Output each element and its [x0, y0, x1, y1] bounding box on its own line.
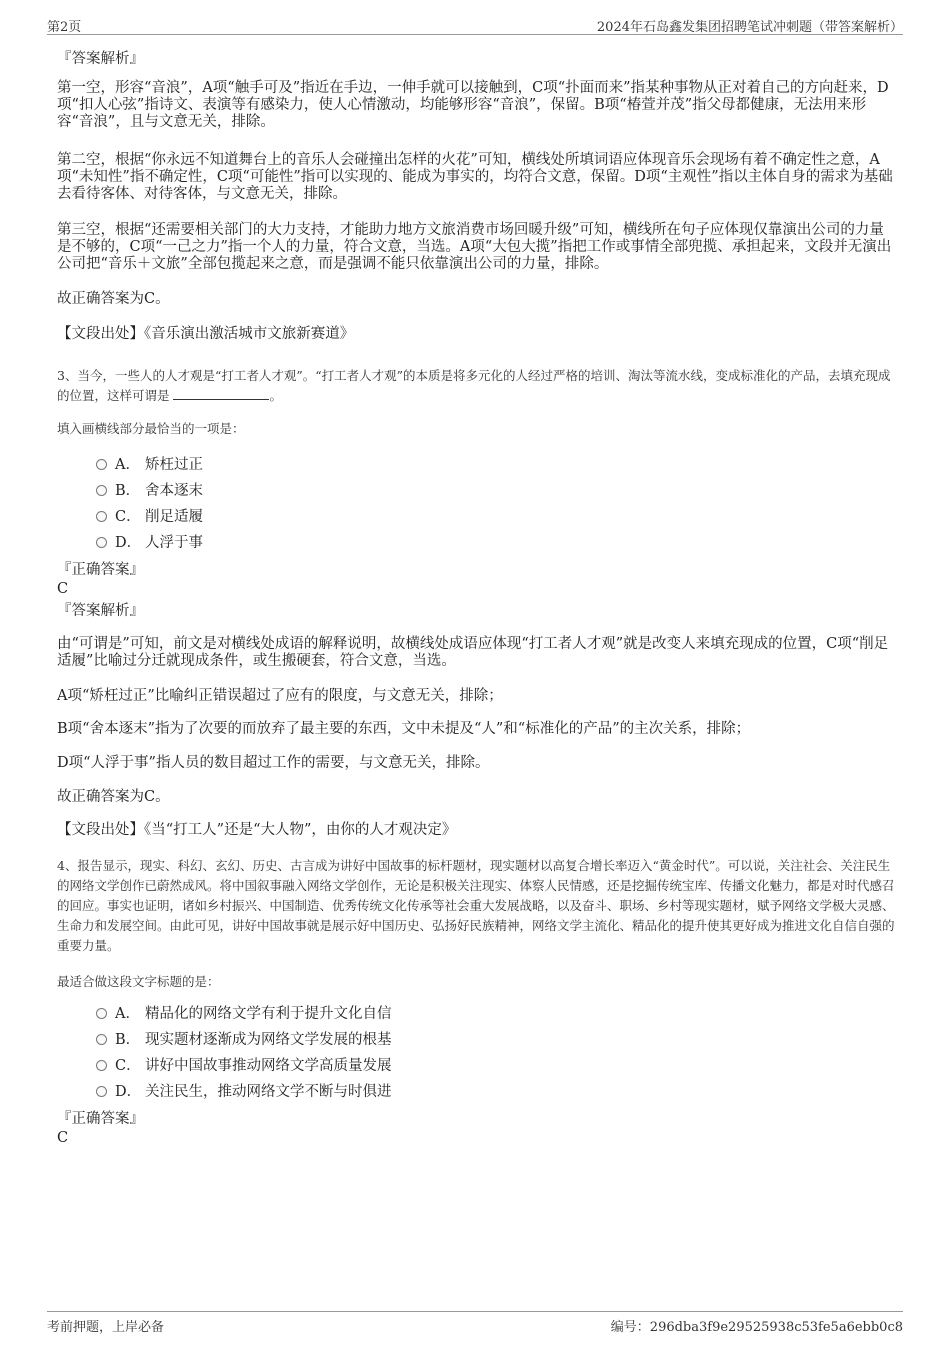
document-id: 编号：296dba3f9e29525938c53fe5a6ebb0c8 — [610, 1320, 903, 1335]
page-footer — [47, 1311, 903, 1334]
document-title: 2024年石岛鑫发集团招聘笔试冲刺题（带答案解析） — [596, 20, 903, 35]
q3-analysis-paragraph-1: 由“可谓是”可知，前文是对横线处成语的解释说明，故横线处成语应体现“打工者人才观”就是改变人来填充现成的位置，C项“削足适履”比喻过分迁就现成条件，或生搬硬套，符合文意，当选。 — [57, 636, 889, 669]
analysis-label-1: 『答案解析』 — [57, 51, 144, 67]
radio-icon[interactable] — [96, 459, 107, 470]
analysis-paragraph-2: 第二空，根据“你永远不知道舞台上的音乐人会碰撞出怎样的火花”可知，横线处所填词语应体现音乐会现场有着不确定性之意，A项“未知性”指不确定性，C项“可能性”指可以实现的、能成为事实的，均符合文意，保留。D项“主观性”指以主体自身的需求为基础去看待客体、对待客体，与文意无关，排除。 — [57, 152, 893, 202]
footer-slogan: 考前押题，上岸必备 — [47, 1320, 165, 1335]
analysis-paragraph-3: 第三空，根据“还需要相关部门的大力支持，才能助力地方文旅消费市场回暖升级”可知，横线所在句子应体现仅靠演出公司的力量是不够的，C项“一己之力”指一个人的力量，符合文意，当选。A项“大包大揽”指把工作或事情全部兜揽、承担起来，文段并无演出公司把“音乐＋文旅”全部包揽起来之意，而是强调不能只依靠演出公司的力量，排除。 — [57, 222, 892, 272]
q3-option-d[interactable]: D． 人浮于事 — [96, 535, 203, 552]
question-3-prompt: 填入画横线部分最恰当的一项是： — [57, 421, 245, 436]
q3-source: 【文段出处】《当“打工人”还是“大人物”，由你的人才观决定》 — [57, 822, 457, 838]
q3-analysis-paragraph-3: B项“舍本逐末”指为了次要的而放弃了最主要的东西，文中未提及“人”和“标准化的产品”的主次关系，排除； — [57, 721, 751, 737]
question-4-prompt: 最适合做这段文字标题的是： — [57, 974, 220, 989]
question-4-stem: 4、报告显示，现实、科幻、玄幻、历史、古言成为讲好中国故事的标杆题材，现实题材以高复合增长率迈入“黄金时代”。可以说，关注社会、关注民生的网络文学创作已蔚然成风。将中国叙事融入网络文学创作，无论是积极关注现实、体察人民情感，还是挖掘传统宝库、传播文化魅力，都是对时代感召的回应。事实也证明，诸如乡村振兴、中国制造、优秀传统文化传承等社会重大发展战略，以及奋斗、职场、乡村等现实题材，赋予网络文学极大灵感、生命力和发展空间。由此可见，讲好中国故事就是展示好中国历史、弘扬好民族精神，网络文学主流化、精品化的提升使其更好成为推进文化自信自强的重要力量。 — [57, 858, 895, 953]
q3-option-a[interactable]: A． 矫枉过正 — [96, 457, 203, 474]
radio-icon[interactable] — [96, 511, 107, 522]
q3-analysis-label: 『答案解析』 — [57, 603, 144, 619]
q4-answer-label: 『正确答案』 — [57, 1111, 144, 1127]
radio-icon[interactable] — [96, 1086, 107, 1097]
q3-option-c[interactable]: C． 削足适履 — [96, 509, 203, 526]
radio-icon[interactable] — [96, 1034, 107, 1045]
q4-option-a[interactable]: A． 精品化的网络文学有利于提升文化自信 — [96, 1006, 392, 1023]
q4-option-c[interactable]: C． 讲好中国故事推动网络文学高质量发展 — [96, 1058, 392, 1075]
answer-blank — [173, 387, 269, 400]
page-header — [47, 12, 903, 35]
page-number: 第2页 — [47, 20, 82, 35]
q3-conclusion: 故正确答案为C。 — [57, 789, 170, 805]
question-3-stem: 3、当今，一些人的人才观是“打工者人才观”。“打工者人才观”的本质是将多元化的人经过严格的培训、淘汰等流水线，变成标准化的产品，去填充现成的位置，这样可谓是 。 — [57, 368, 891, 403]
q3-answer: C — [57, 581, 69, 597]
radio-icon[interactable] — [96, 485, 107, 496]
q3-analysis-paragraph-4: D项“人浮于事”指人员的数目超过工作的需要，与文意无关，排除。 — [57, 755, 490, 771]
q3-option-b[interactable]: B． 舍本逐末 — [96, 483, 203, 500]
radio-icon[interactable] — [96, 1060, 107, 1071]
radio-icon[interactable] — [96, 1008, 107, 1019]
source-1: 【文段出处】《音乐演出激活城市文旅新赛道》 — [57, 326, 355, 342]
analysis-paragraph-1: 第一空，形容“音浪”，A项“触手可及”指近在手边，一伸手就可以接触到，C项“扑面而来”指某种事物从正对着自己的方向赶来，D项“扣人心弦”指诗文、表演等有感染力，使人心情激动，均能够形容“音浪”，保留。B项“椿萱并茂”指父母都健康，无法用来形容“音浪”，且与文意无关，排除。 — [57, 80, 889, 130]
q3-answer-label: 『正确答案』 — [57, 562, 144, 578]
q4-option-b[interactable]: B． 现实题材逐渐成为网络文学发展的根基 — [96, 1032, 392, 1049]
conclusion-1: 故正确答案为C。 — [57, 291, 170, 307]
q3-analysis-paragraph-2: A项“矫枉过正”比喻纠正错误超过了应有的限度，与文意无关，排除； — [57, 688, 503, 704]
radio-icon[interactable] — [96, 537, 107, 548]
q4-option-d[interactable]: D． 关注民生，推动网络文学不断与时俱进 — [96, 1084, 392, 1101]
q4-answer: C — [57, 1130, 69, 1146]
